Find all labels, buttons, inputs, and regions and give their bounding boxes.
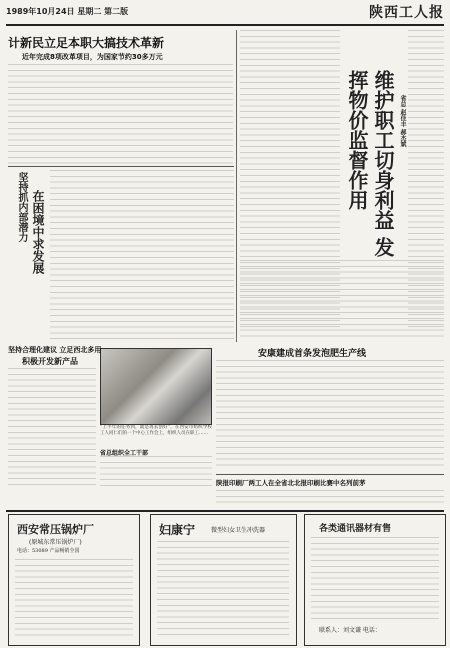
ad-boiler <box>8 514 140 646</box>
masthead <box>6 2 444 24</box>
mid-item-title-1: 安康建成首条发泡肥生产线 <box>258 349 367 359</box>
side-story-title-b: 在困境中求发展 <box>31 190 45 274</box>
side-story-title-a: 坚持抓内部潜力 <box>16 172 27 242</box>
mid-item-body-2 <box>100 456 212 488</box>
section-rule <box>8 166 234 167</box>
ad-boiler-title: 西安常压锅炉厂 <box>17 523 94 536</box>
vertical-story-title: 维护职工切身利益 发挥物价监督作用 <box>345 70 395 257</box>
mid-left-body <box>8 368 96 488</box>
bottom-headline: 陕报印刷厂两工人在全省北北报印刷比赛中名列前茅 <box>216 479 366 487</box>
ads-rule <box>6 510 444 512</box>
news-photo <box>100 348 212 425</box>
mid-item-title-2: 省总组织全工干部 <box>100 450 149 457</box>
lead-body <box>8 64 233 164</box>
photo-caption: “上半年的任务到，就是再去创好”，在西安市纺织学校工人同仁们的一个中心工作会上，组织人员在职工…… <box>100 425 212 436</box>
ad-comms-subtitle: 联系人：刘文谦 电话： <box>319 627 381 634</box>
lead-subhead: 近年完成8项改革项目，为国家节约30多万元 <box>22 53 163 61</box>
bottom-rule <box>216 474 444 475</box>
ad-comms <box>304 514 446 646</box>
mid-right-body <box>216 360 444 470</box>
lead-headline: 计新民立足本职大搞技术革新 <box>8 36 165 50</box>
bottom-body <box>216 490 444 506</box>
ad-health-body <box>157 541 289 639</box>
ad-health <box>150 514 297 646</box>
ad-boiler-subtitle: (原城东常压锅炉厂) <box>29 539 82 546</box>
mid-item-title-3: 坚持合理化建议 立足西北多用 <box>8 346 102 354</box>
mid-item-sub-3: 积极开发新产品 <box>22 357 78 366</box>
column-divider <box>236 30 237 342</box>
masthead-rule <box>6 24 444 26</box>
ad-health-title: 妇康宁 <box>159 523 196 537</box>
vertical-story-byline: 省总 赵佳丰 郝杰斌 <box>399 95 406 148</box>
ad-comms-title: 各类通讯器材有售 <box>319 524 392 534</box>
ad-comms-body <box>311 537 439 621</box>
side-story-body <box>50 170 234 340</box>
date-line: 1989年10月24日 星期二 第二版 <box>6 7 129 16</box>
ad-health-subtitle: 微型妇女卫生冲洗器 <box>211 527 266 534</box>
ad-boiler-body <box>15 559 133 639</box>
ad-boiler-line: 电话：53089 产品畅销全国 <box>17 548 80 554</box>
vertical-story-body-bottom <box>240 260 444 340</box>
paper-name: 陕西工人报 <box>369 5 444 21</box>
